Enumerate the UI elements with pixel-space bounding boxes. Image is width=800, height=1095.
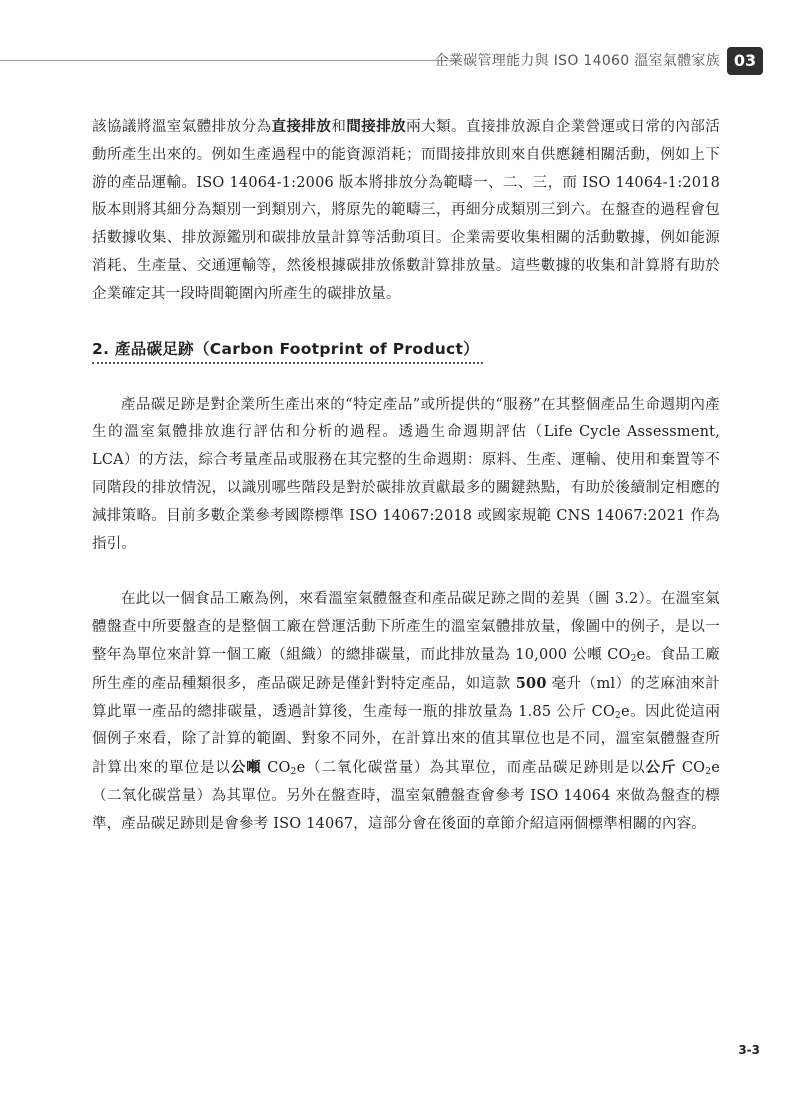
paragraph-text: e。因此從這兩個例子來看，除了計算的範圍、對象不同外，在計算出來的值其單位也是不同，溫室氣體盤查所計算出來的單位是以 [92, 703, 720, 777]
page-number: 3-3 [738, 1043, 760, 1057]
paragraph-text: 在此以一個食品工廠為例，來看溫室氣體盤查和產品碳足跡之間的差異（圖 3.2）。在溫室氣體盤查中所要盤查的是整個工廠在營運活動下所產生的溫室氣體排放量，像圖中的例子，是以一整年為單位來計算一個工廠（組織）的總排碳量，而此排放量為 10,000 公噸 CO [92, 591, 720, 663]
subscript-2: 2 [705, 767, 712, 778]
paragraph-pcf-definition: 產品碳足跡是對企業所生產出來的“特定產品”或所提供的“服務”在其整個產品生命週期內產生的溫室氣體排放進行評估和分析的過程。透過生命週期評估（Life Cycle Assessment, LCA）的方法，綜合考量產品或服務在其完整的生命週期：原料、生產、運輸、使用和棄置等不同階段的排放情況，以識別哪些階段是對於碳排放貢獻最多的關鍵熱點，有助於後續制定相應的減排策略。目前多數企業參考國際標準 ISO 14067:2018 或國家規範 CNS 14067:2021 作為指引。 [92, 396, 720, 552]
paragraph-text: CO [261, 760, 291, 777]
subscript-2: 2 [630, 653, 637, 664]
section-heading-product-carbon-footprint: 2. 產品碳足跡（Carbon Footprint of Product） [92, 338, 483, 364]
bold-term-indirect-emission: 間接排放 [346, 118, 407, 135]
chapter-badge: 03 [727, 47, 763, 75]
paragraph-text: e。食品工廠所生產的產品種類很多，產品碳足跡是僅針對特定產品，如這款 [92, 646, 721, 692]
paragraph-text: e（二氧化碳當量）為其單位，而產品碳足跡則是以 [296, 760, 646, 777]
header-rule [0, 60, 460, 61]
running-header-title: 企業碳管理能力與 ISO 14060 溫室氣體家族 [434, 53, 720, 69]
bold-unit-metric-ton: 公噸 [230, 759, 262, 777]
paragraph-text: 毫升（ml）的芝麻油來計算此單一產品的總排碳量，透過計算後，生產每一瓶的排放量為 1.85 公斤 CO [92, 675, 720, 720]
paragraph-text: 和 [331, 119, 347, 135]
subscript-2: 2 [290, 767, 297, 778]
paragraph-food-factory-example [92, 586, 720, 838]
paragraph-emissions-classification [92, 113, 720, 309]
subscript-2: 2 [615, 710, 621, 721]
paragraph-text: e（二氧化碳當量）為其單位。另外在盤查時，溫室氣體盤查會參考 ISO 14064 來做為盤查的標準，產品碳足跡則是會參考 ISO 14067，這部分會在後面的章節介紹這兩個標準相關的內容。 [92, 760, 720, 832]
bold-volume-500: 500 [515, 674, 547, 692]
paragraph-text: CO [676, 760, 706, 777]
bold-term-direct-emission: 直接排放 [271, 118, 332, 135]
paragraph-text: 兩大類。直接排放源自企業營運或日常的內部活動所產生出來的。例如生產過程中的能資源消耗；而間接排放則來自供應鏈相關活動，例如上下游的產品運輸。ISO 14064-1:2006 版本將排放分為範疇一、二、三，而 ISO 14064-1:2018 版本則將其細分為類別一到類別六，將原先的範疇三，再細分成類別三到六。在盤查的過程會包括數據收集、排放源鑑別和碳排放量計算等活動項目。企業需要收集相關的活動數據，例如能源消耗、生產量、交通運輸等，然後根據碳排放係數計算排放量。這些數據的收集和計算將有助於企業確定其一段時間範圍內所產生的碳排放量。 [92, 119, 721, 302]
paragraph-text: 該協議將溫室氣體排放分為 [92, 119, 272, 135]
page-body [92, 113, 720, 839]
bold-unit-kilogram: 公斤 [645, 759, 677, 777]
